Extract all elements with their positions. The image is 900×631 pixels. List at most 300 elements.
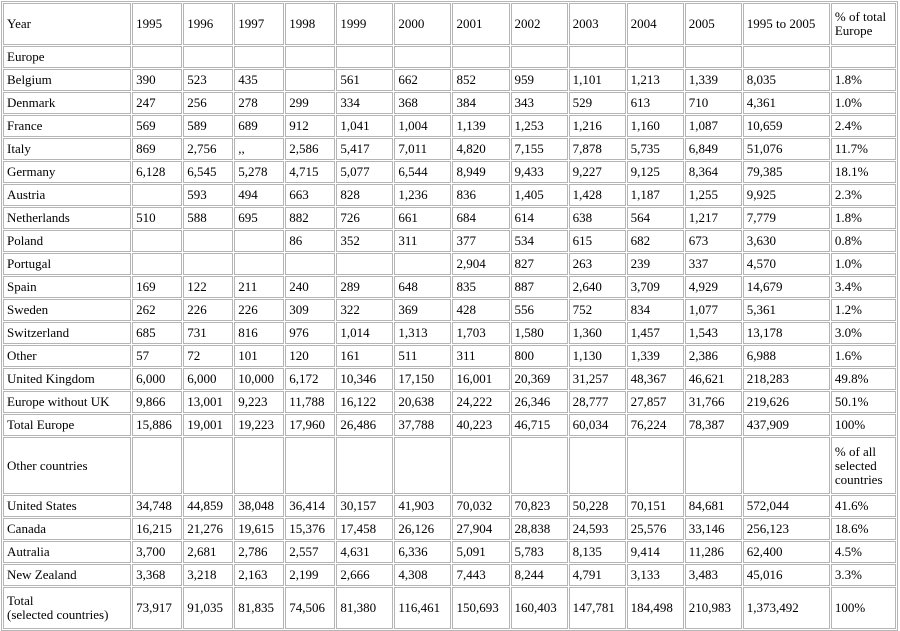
- table-row: [3, 161, 896, 183]
- year-value-cell: 3,709: [627, 276, 684, 298]
- share-cell: 50.1%: [831, 391, 896, 413]
- year-value-cell: 211: [234, 276, 284, 298]
- year-value-cell: 10,346: [336, 368, 393, 390]
- year-value-cell: 322: [336, 299, 393, 321]
- year-value-cell: 76,224: [627, 414, 684, 436]
- year-value-cell: 588: [183, 207, 233, 229]
- year-value-cell: 2,386: [685, 345, 742, 367]
- year-value-cell: 299: [285, 92, 335, 114]
- header-year: 1999: [336, 3, 393, 45]
- year-value-cell: 1,428: [569, 184, 626, 206]
- year-value-cell: 352: [336, 230, 393, 252]
- year-value-cell: 529: [569, 92, 626, 114]
- year-value-cell: 1,216: [569, 115, 626, 137]
- year-value-cell: 569: [132, 115, 182, 137]
- year-value-cell: 5,091: [452, 541, 509, 563]
- share-cell: 1.6%: [831, 345, 896, 367]
- year-value-cell: 5,783: [511, 541, 568, 563]
- year-value-cell: 4,791: [569, 564, 626, 586]
- year-value-cell: 311: [394, 230, 451, 252]
- year-value-cell: 731: [183, 322, 233, 344]
- year-value-cell: 556: [511, 299, 568, 321]
- share-cell: 2.3%: [831, 184, 896, 206]
- year-value-cell: 226: [183, 299, 233, 321]
- year-value-cell: 46,621: [685, 368, 742, 390]
- table-row: [3, 115, 896, 137]
- year-value-cell: 8,244: [511, 564, 568, 586]
- year-value-cell: 6,545: [183, 161, 233, 183]
- section-row-other-countries: [3, 437, 896, 494]
- year-value-cell: 534: [511, 230, 568, 252]
- table-row: [3, 276, 896, 298]
- year-value-cell: 369: [394, 299, 451, 321]
- year-value-cell: 311: [452, 345, 509, 367]
- share-cell: 100%: [831, 587, 896, 629]
- year-value-cell: 44,859: [183, 495, 233, 517]
- year-value-cell: 27,857: [627, 391, 684, 413]
- year-value-cell: 26,346: [511, 391, 568, 413]
- year-value-cell: 11,286: [685, 541, 742, 563]
- header-year: 1995: [132, 3, 182, 45]
- year-value-cell: 19,001: [183, 414, 233, 436]
- year-value-cell: 5,735: [627, 138, 684, 160]
- year-value-cell: 86: [285, 230, 335, 252]
- share-cell: 11.7%: [831, 138, 896, 160]
- row-label: United States: [3, 495, 131, 517]
- year-value-cell: 6,336: [394, 541, 451, 563]
- year-value-cell: 40,223: [452, 414, 509, 436]
- year-value-cell: 15,376: [285, 518, 335, 540]
- year-value-cell: [394, 253, 451, 275]
- year-value-cell: 20,638: [394, 391, 451, 413]
- year-value-cell: 3,218: [183, 564, 233, 586]
- year-value-cell: 120: [285, 345, 335, 367]
- table-body: [3, 3, 896, 629]
- year-value-cell: 31,257: [569, 368, 626, 390]
- year-value-cell: 1,014: [336, 322, 393, 344]
- share-cell: 49.8%: [831, 368, 896, 390]
- header-row: [3, 3, 896, 45]
- row-label: United Kingdom: [3, 368, 131, 390]
- row-label: Germany: [3, 161, 131, 183]
- year-value-cell: 8,135: [569, 541, 626, 563]
- table-row: [3, 299, 896, 321]
- year-value-cell: 695: [234, 207, 284, 229]
- year-value-cell: 726: [336, 207, 393, 229]
- year-value-cell: [183, 253, 233, 275]
- year-value-cell: 4,631: [336, 541, 393, 563]
- table-row: [3, 138, 896, 160]
- year-value-cell: 239: [627, 253, 684, 275]
- row-label: Denmark: [3, 92, 131, 114]
- year-value-cell: 57: [132, 345, 182, 367]
- row-label: Switzerland: [3, 322, 131, 344]
- table-row: [3, 345, 896, 367]
- year-value-cell: 1,041: [336, 115, 393, 137]
- table-row: [3, 230, 896, 252]
- share-cell: 3.3%: [831, 564, 896, 586]
- year-value-cell: 262: [132, 299, 182, 321]
- year-value-cell: 84,681: [685, 495, 742, 517]
- year-value-cell: 4,715: [285, 161, 335, 183]
- year-value-cell: 160,403: [511, 587, 568, 629]
- year-value-cell: 661: [394, 207, 451, 229]
- year-value-cell: 1,457: [627, 322, 684, 344]
- year-value-cell: 1,313: [394, 322, 451, 344]
- period-total-cell: 4,570: [743, 253, 830, 275]
- year-value-cell: 15,886: [132, 414, 182, 436]
- table-row: [3, 207, 896, 229]
- year-value-cell: 561: [336, 69, 393, 91]
- year-value-cell: [132, 253, 182, 275]
- table-row: [3, 564, 896, 586]
- share-cell: 1.0%: [831, 253, 896, 275]
- row-label: Canada: [3, 518, 131, 540]
- year-value-cell: 5,077: [336, 161, 393, 183]
- year-value-cell: 41,903: [394, 495, 451, 517]
- year-value-cell: 1,236: [394, 184, 451, 206]
- year-value-cell: 73,917: [132, 587, 182, 629]
- year-value-cell: 834: [627, 299, 684, 321]
- year-value-cell: 19,223: [234, 414, 284, 436]
- year-value-cell: 428: [452, 299, 509, 321]
- year-value-cell: 81,835: [234, 587, 284, 629]
- year-value-cell: 28,838: [511, 518, 568, 540]
- row-label: Total Europe: [3, 414, 131, 436]
- year-value-cell: 27,904: [452, 518, 509, 540]
- share-cell: 100%: [831, 414, 896, 436]
- table-row: [3, 253, 896, 275]
- header-year: 1998: [285, 3, 335, 45]
- row-label: Sweden: [3, 299, 131, 321]
- row-label: Austria: [3, 184, 131, 206]
- share-cell: 18.6%: [831, 518, 896, 540]
- year-value-cell: 2,756: [183, 138, 233, 160]
- year-value-cell: 70,823: [511, 495, 568, 517]
- year-value-cell: 7,155: [511, 138, 568, 160]
- year-value-cell: 852: [452, 69, 509, 91]
- year-value-cell: 976: [285, 322, 335, 344]
- year-value-cell: 835: [452, 276, 509, 298]
- year-value-cell: 752: [569, 299, 626, 321]
- year-value-cell: 1,253: [511, 115, 568, 137]
- year-value-cell: 16,215: [132, 518, 182, 540]
- year-value-cell: 816: [234, 322, 284, 344]
- year-value-cell: 1,543: [685, 322, 742, 344]
- year-value-cell: 4,308: [394, 564, 451, 586]
- period-total-cell: 218,283: [743, 368, 830, 390]
- row-label: New Zealand: [3, 564, 131, 586]
- year-value-cell: 800: [511, 345, 568, 367]
- year-value-cell: 368: [394, 92, 451, 114]
- year-value-cell: 685: [132, 322, 182, 344]
- year-value-cell: 710: [685, 92, 742, 114]
- year-value-cell: 2,904: [452, 253, 509, 275]
- table-row: [3, 495, 896, 517]
- year-value-cell: [285, 253, 335, 275]
- year-value-cell: 21,276: [183, 518, 233, 540]
- year-value-cell: 1,187: [627, 184, 684, 206]
- year-value-cell: 836: [452, 184, 509, 206]
- year-value-cell: 9,125: [627, 161, 684, 183]
- year-value-cell: 4,820: [452, 138, 509, 160]
- year-value-cell: 150,693: [452, 587, 509, 629]
- year-value-cell: 887: [511, 276, 568, 298]
- period-total-cell: 572,044: [743, 495, 830, 517]
- year-value-cell: 78,387: [685, 414, 742, 436]
- row-label: Europe without UK: [3, 391, 131, 413]
- year-value-cell: ,,: [234, 138, 284, 160]
- year-value-cell: 19,615: [234, 518, 284, 540]
- year-value-cell: 334: [336, 92, 393, 114]
- year-value-cell: 91,035: [183, 587, 233, 629]
- year-value-cell: 147,781: [569, 587, 626, 629]
- year-value-cell: 74,506: [285, 587, 335, 629]
- section-row-europe: [3, 46, 896, 68]
- year-value-cell: 6,544: [394, 161, 451, 183]
- year-value-cell: 1,339: [685, 69, 742, 91]
- data-table: [1, 1, 898, 631]
- year-value-cell: 24,593: [569, 518, 626, 540]
- year-value-cell: 9,223: [234, 391, 284, 413]
- year-value-cell: 25,576: [627, 518, 684, 540]
- header-year: 1997: [234, 3, 284, 45]
- year-value-cell: 247: [132, 92, 182, 114]
- year-value-cell: 648: [394, 276, 451, 298]
- year-value-cell: 615: [569, 230, 626, 252]
- section-share-label: % of all selected countries: [831, 437, 896, 494]
- share-cell: 3.0%: [831, 322, 896, 344]
- year-value-cell: 564: [627, 207, 684, 229]
- year-value-cell: 17,458: [336, 518, 393, 540]
- year-value-cell: 16,001: [452, 368, 509, 390]
- year-value-cell: 959: [511, 69, 568, 91]
- year-value-cell: 3,368: [132, 564, 182, 586]
- period-total-cell: 4,361: [743, 92, 830, 114]
- year-value-cell: 377: [452, 230, 509, 252]
- year-value-cell: 48,367: [627, 368, 684, 390]
- header-period: 1995 to 2005: [743, 3, 830, 45]
- year-value-cell: 31,766: [685, 391, 742, 413]
- year-value-cell: 912: [285, 115, 335, 137]
- year-value-cell: 17,150: [394, 368, 451, 390]
- year-value-cell: 169: [132, 276, 182, 298]
- year-value-cell: 263: [569, 253, 626, 275]
- header-year: 2002: [511, 3, 568, 45]
- year-value-cell: 70,151: [627, 495, 684, 517]
- year-value-cell: 1,130: [569, 345, 626, 367]
- year-value-cell: 1,255: [685, 184, 742, 206]
- year-value-cell: 226: [234, 299, 284, 321]
- year-value-cell: 7,011: [394, 138, 451, 160]
- table-row: [3, 184, 896, 206]
- year-value-cell: 9,866: [132, 391, 182, 413]
- year-value-cell: 638: [569, 207, 626, 229]
- year-value-cell: 2,666: [336, 564, 393, 586]
- year-value-cell: 1,405: [511, 184, 568, 206]
- year-value-cell: 1,004: [394, 115, 451, 137]
- row-label: Autralia: [3, 541, 131, 563]
- year-value-cell: 81,380: [336, 587, 393, 629]
- year-value-cell: 614: [511, 207, 568, 229]
- year-value-cell: 4,929: [685, 276, 742, 298]
- year-value-cell: 34,748: [132, 495, 182, 517]
- share-cell: 1.2%: [831, 299, 896, 321]
- period-total-cell: 51,076: [743, 138, 830, 160]
- year-value-cell: 26,486: [336, 414, 393, 436]
- row-label: Italy: [3, 138, 131, 160]
- year-value-cell: 869: [132, 138, 182, 160]
- year-value-cell: [132, 184, 182, 206]
- year-value-cell: 827: [511, 253, 568, 275]
- year-value-cell: 101: [234, 345, 284, 367]
- year-value-cell: 589: [183, 115, 233, 137]
- year-value-cell: 663: [285, 184, 335, 206]
- table-row: [3, 368, 896, 390]
- year-value-cell: 7,878: [569, 138, 626, 160]
- year-value-cell: 256: [183, 92, 233, 114]
- table-row: [3, 518, 896, 540]
- year-value-cell: 1,077: [685, 299, 742, 321]
- year-value-cell: 523: [183, 69, 233, 91]
- header-year: 1996: [183, 3, 233, 45]
- year-value-cell: 6,128: [132, 161, 182, 183]
- table-row: [3, 391, 896, 413]
- year-value-cell: 184,498: [627, 587, 684, 629]
- period-total-cell: 6,988: [743, 345, 830, 367]
- period-total-cell: 10,659: [743, 115, 830, 137]
- period-total-cell: 79,385: [743, 161, 830, 183]
- table-row: [3, 322, 896, 344]
- year-value-cell: 70,032: [452, 495, 509, 517]
- period-total-cell: 9,925: [743, 184, 830, 206]
- year-value-cell: 28,777: [569, 391, 626, 413]
- share-cell: 0.8%: [831, 230, 896, 252]
- year-value-cell: 1,160: [627, 115, 684, 137]
- year-value-cell: [234, 230, 284, 252]
- year-value-cell: 1,703: [452, 322, 509, 344]
- year-value-cell: 2,786: [234, 541, 284, 563]
- year-value-cell: [132, 230, 182, 252]
- year-value-cell: 1,087: [685, 115, 742, 137]
- year-value-cell: 6,000: [132, 368, 182, 390]
- year-value-cell: 6,172: [285, 368, 335, 390]
- year-value-cell: 7,443: [452, 564, 509, 586]
- year-value-cell: 6,849: [685, 138, 742, 160]
- year-value-cell: 6,000: [183, 368, 233, 390]
- header-year: 2005: [685, 3, 742, 45]
- header-year: 2004: [627, 3, 684, 45]
- year-value-cell: 240: [285, 276, 335, 298]
- header-row-label: Year: [3, 3, 131, 45]
- year-value-cell: 435: [234, 69, 284, 91]
- year-value-cell: 1,139: [452, 115, 509, 137]
- year-value-cell: 72: [183, 345, 233, 367]
- year-value-cell: 613: [627, 92, 684, 114]
- share-cell: 2.4%: [831, 115, 896, 137]
- share-cell: 1.0%: [831, 92, 896, 114]
- period-total-cell: 3,630: [743, 230, 830, 252]
- year-value-cell: 2,163: [234, 564, 284, 586]
- share-cell: 1.8%: [831, 69, 896, 91]
- section-label: Europe: [3, 46, 131, 68]
- year-value-cell: 511: [394, 345, 451, 367]
- year-value-cell: 289: [336, 276, 393, 298]
- year-value-cell: 161: [336, 345, 393, 367]
- year-value-cell: 1,101: [569, 69, 626, 91]
- row-label: Belgium: [3, 69, 131, 91]
- year-value-cell: 9,433: [511, 161, 568, 183]
- year-value-cell: 684: [452, 207, 509, 229]
- row-label: Other: [3, 345, 131, 367]
- year-value-cell: 16,122: [336, 391, 393, 413]
- year-value-cell: 8,364: [685, 161, 742, 183]
- year-value-cell: 3,483: [685, 564, 742, 586]
- year-value-cell: 122: [183, 276, 233, 298]
- year-value-cell: 60,034: [569, 414, 626, 436]
- period-total-cell: 8,035: [743, 69, 830, 91]
- year-value-cell: 2,681: [183, 541, 233, 563]
- period-total-cell: 1,373,492: [743, 587, 830, 629]
- year-value-cell: 38,048: [234, 495, 284, 517]
- period-total-cell: 62,400: [743, 541, 830, 563]
- year-value-cell: 11,788: [285, 391, 335, 413]
- row-label: Poland: [3, 230, 131, 252]
- row-label: Total (selected countries): [3, 587, 131, 629]
- year-value-cell: 682: [627, 230, 684, 252]
- year-value-cell: 8,949: [452, 161, 509, 183]
- year-value-cell: 26,126: [394, 518, 451, 540]
- period-total-cell: 219,626: [743, 391, 830, 413]
- period-total-cell: 14,679: [743, 276, 830, 298]
- year-value-cell: 20,369: [511, 368, 568, 390]
- year-value-cell: [183, 230, 233, 252]
- year-value-cell: 3,133: [627, 564, 684, 586]
- row-label: Netherlands: [3, 207, 131, 229]
- share-cell: 1.8%: [831, 207, 896, 229]
- year-value-cell: 662: [394, 69, 451, 91]
- year-value-cell: 2,199: [285, 564, 335, 586]
- table-row: [3, 414, 896, 436]
- year-value-cell: 384: [452, 92, 509, 114]
- year-value-cell: 10,000: [234, 368, 284, 390]
- year-value-cell: 17,960: [285, 414, 335, 436]
- year-value-cell: 50,228: [569, 495, 626, 517]
- period-total-cell: 5,361: [743, 299, 830, 321]
- year-value-cell: 390: [132, 69, 182, 91]
- year-value-cell: 210,983: [685, 587, 742, 629]
- share-cell: 41.6%: [831, 495, 896, 517]
- year-value-cell: 13,001: [183, 391, 233, 413]
- year-value-cell: 673: [685, 230, 742, 252]
- year-value-cell: 510: [132, 207, 182, 229]
- year-value-cell: 1,339: [627, 345, 684, 367]
- year-value-cell: 828: [336, 184, 393, 206]
- year-value-cell: 9,227: [569, 161, 626, 183]
- year-value-cell: 1,360: [569, 322, 626, 344]
- row-label: Spain: [3, 276, 131, 298]
- year-value-cell: 3,700: [132, 541, 182, 563]
- year-value-cell: 593: [183, 184, 233, 206]
- year-value-cell: [234, 253, 284, 275]
- table-row: [3, 541, 896, 563]
- section-label: Other countries: [3, 437, 131, 494]
- year-value-cell: 1,217: [685, 207, 742, 229]
- period-total-cell: 437,909: [743, 414, 830, 436]
- row-label: Portugal: [3, 253, 131, 275]
- year-value-cell: 30,157: [336, 495, 393, 517]
- header-year: 2001: [452, 3, 509, 45]
